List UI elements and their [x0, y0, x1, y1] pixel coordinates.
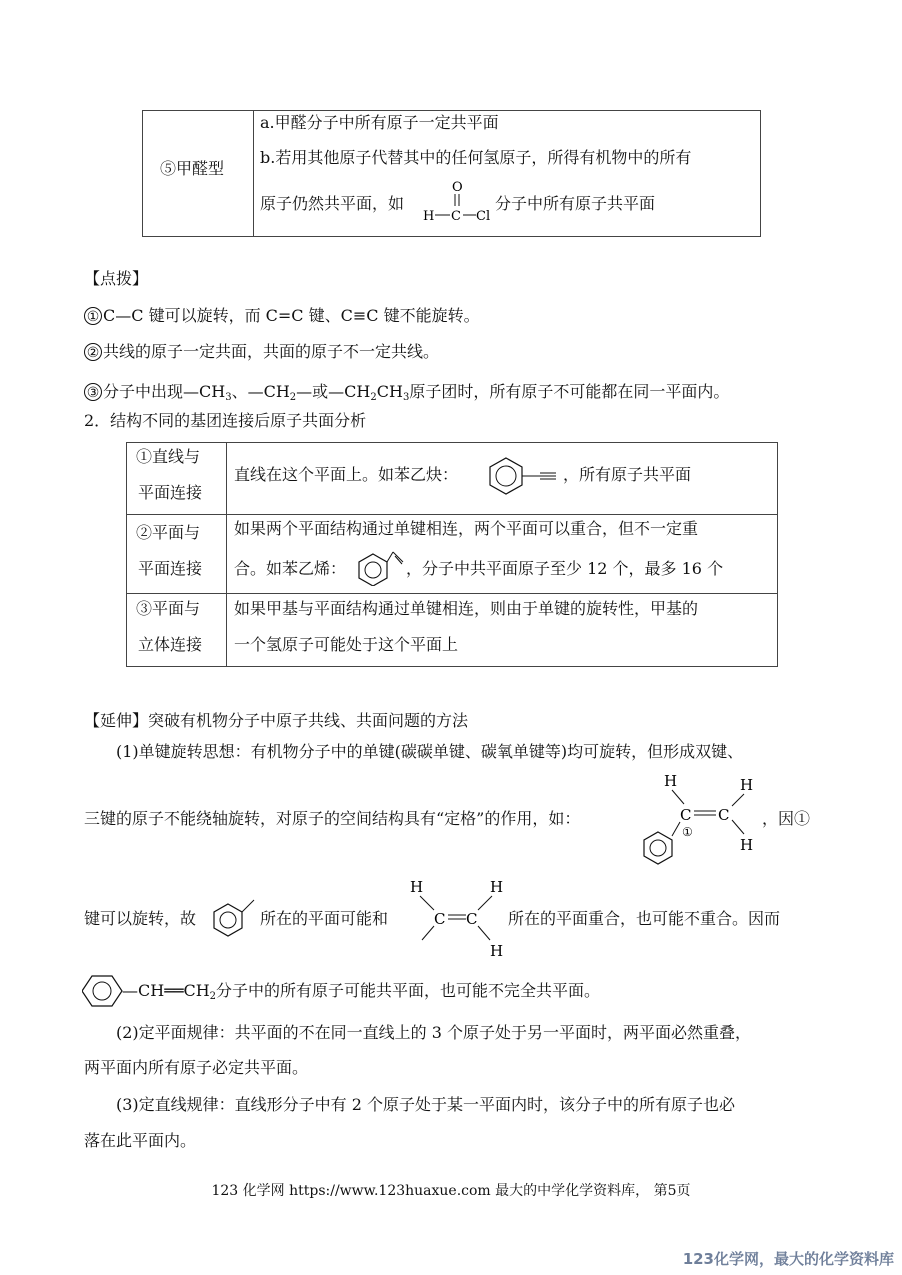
atom-cl: Cl	[476, 209, 491, 224]
row2-text-2-pre: 合。如苯乙烯：	[234, 559, 347, 578]
tip-line-2: ② 共线的原子一定共面，共面的原子不一定共线。	[84, 341, 439, 363]
benzene-ring-structure	[82, 974, 124, 1008]
styrene-rotation-structure	[640, 768, 780, 868]
atom-h-c: H	[490, 942, 504, 960]
atom-h-a: H	[410, 878, 424, 896]
atom-c1: C	[680, 806, 692, 824]
tip-title: 【点拨】	[84, 269, 149, 288]
row3-label-1: ③平面与	[136, 599, 201, 618]
row1-text-post: ，所有原子共平面	[563, 465, 692, 484]
extend-p1-line-3-pre: 键可以旋转，故	[84, 909, 197, 928]
page-footer: 123 化学网 https://www.123huaxue.com 最大的中学化学资料库， 第5页	[211, 1183, 691, 1199]
tip-number-2: ②	[84, 343, 102, 361]
toluene-fragment-structure	[210, 890, 260, 942]
row1-label-2: 平面连接	[138, 483, 203, 502]
row2-label-1: ②平面与	[136, 523, 201, 542]
tip-number-3: ③	[84, 383, 102, 401]
formaldehyde-line-b2-post: 分子中所有原子共平面	[495, 194, 656, 213]
atom-h2: H	[740, 776, 754, 794]
row2-text-2-post: ，分子中共平面原子至少 12 个，最多 16 个	[406, 559, 724, 578]
extend-p1-line-3-post: 所在的平面重合，也可能不重合。因而	[508, 909, 781, 928]
atom-h1: H	[664, 772, 678, 790]
row3-label-2: 立体连接	[138, 635, 203, 654]
tip-line-3: ③ 分子中出现$—CH_3$、$—CH_2—$或$—CH_2CH_3$原子团时，所有原子不可能都在同一平面内。	[84, 381, 729, 409]
extend-p3-line-2: 落在此平面内。	[84, 1131, 197, 1150]
atom-c-b: C	[466, 910, 478, 928]
row2-label-2: 平面连接	[138, 559, 203, 578]
extend-p1-line-4: $—CH══CH_2$分子中的所有原子可能共平面，也可能不完全共平面。	[122, 981, 601, 1002]
row-label-formaldehyde: ⑤甲醛型	[160, 159, 225, 178]
extend-p2-line-1: (2)定平面规律：共平面的不在同一直线上的 3 个原子处于另一平面时，两平面必然重叠，	[116, 1023, 752, 1042]
phenylacetylene-structure	[486, 456, 560, 496]
extend-p1-line-2-end: ，因①	[762, 809, 811, 828]
row3-text-2: 一个氢原子可能处于这个平面上	[234, 635, 459, 654]
atom-c: C	[451, 209, 461, 224]
acyl-chloride-structure	[418, 176, 494, 224]
section2-heading: 2．结构不同的基团连接后原子共面分析	[84, 411, 367, 430]
extend-p2-line-2: 两平面内所有原子必定共平面。	[84, 1058, 309, 1077]
atom-h-b: H	[490, 878, 504, 896]
tip-number-1: ①	[84, 307, 102, 325]
styrene-structure	[357, 548, 405, 586]
extend-title-line: 【延伸】突破有机物分子中原子共线、共面问题的方法	[84, 711, 469, 730]
atom-o: O	[452, 180, 463, 195]
atom-h3: H	[740, 836, 754, 854]
row2-text-1: 如果两个平面结构通过单键相连，两个平面可以重合，但不一定重	[234, 519, 699, 538]
row3-text-1: 如果甲基与平面结构通过单键相连，则由于单键的旋转性，甲基的	[234, 599, 699, 618]
ethene-fragment-structure	[404, 874, 512, 960]
formaldehyde-line-b2-pre: 原子仍然共平面，如	[260, 194, 405, 213]
formaldehyde-line-b1: b.若用其他原子代替其中的任何氢原子，所得有机物中的所有	[260, 148, 692, 167]
formaldehyde-line-a: a.甲醛分子中所有原子一定共平面	[260, 113, 499, 132]
bond-1-marker: ①	[682, 825, 693, 839]
extend-p3-line-1: (3)定直线规律：直线形分子中有 2 个原子处于某一平面内时，该分子中的所有原子也必	[116, 1095, 736, 1114]
row1-text-pre: 直线在这个平面上。如苯乙炔：	[234, 465, 459, 484]
atom-c-a: C	[434, 910, 446, 928]
site-watermark: 123化学网，最大的化学资料库	[682, 1250, 894, 1268]
extend-p1-line-3-mid: 所在的平面可能和	[260, 909, 389, 928]
extend-p1-line-2: 三键的原子不能绕轴旋转，对原子的空间结构具有“定格”的作用，如：	[84, 809, 581, 828]
tip-line-1: ① C—C 键可以旋转，而 C=C 键、C≡C 键不能旋转。	[84, 305, 480, 327]
row1-label-1: ①直线与	[136, 447, 201, 466]
atom-c2: C	[718, 806, 730, 824]
extend-p1-line-1: (1)单键旋转思想：有机物分子中的单键(碳碳单键、碳氧单键等)均可旋转，但形成双键、	[116, 742, 744, 761]
atom-h: H	[423, 209, 435, 224]
extend-title: 【延伸】	[84, 711, 149, 730]
